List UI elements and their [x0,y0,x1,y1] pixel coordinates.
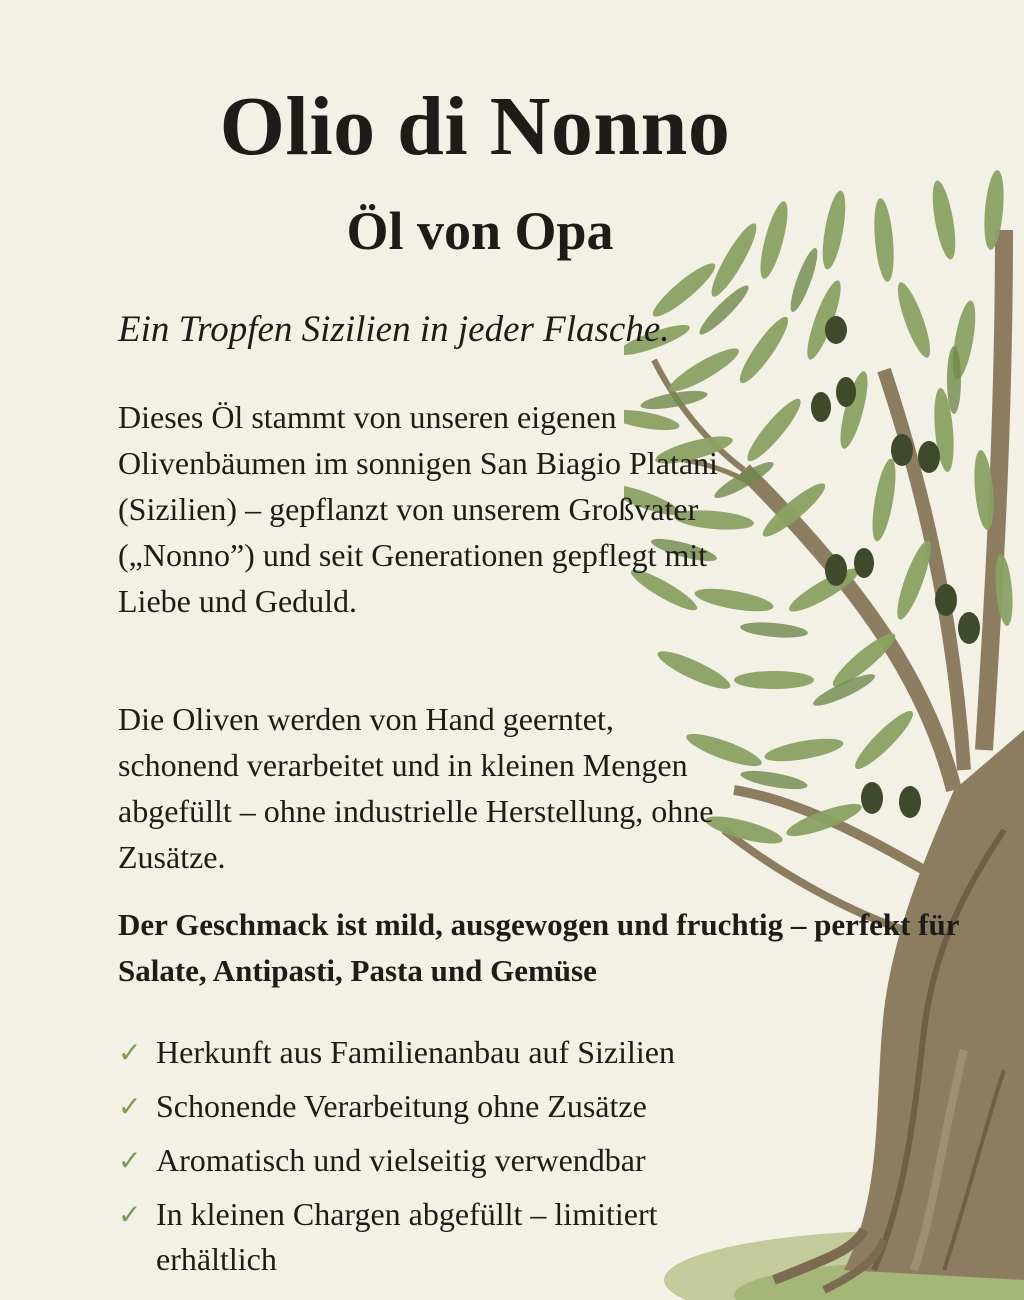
origin-paragraph: Dieses Öl stammt von unseren eigenen Olivenbäumen im sonnigen San Biagio Platani (Sizilien) – gepflanzt von unserem Großvater („Nonno”) und seit Generationen gepflegt mit Liebe und Geduld. [118,399,718,619]
feature-text: Schonende Verarbeitung ohne Zusätze [156,1088,647,1124]
check-icon: ✓ [118,1144,142,1177]
production-paragraph: Die Oliven werden von Hand geerntet, schonend verarbeitet und in kleinen Mengen abgefüllt – ohne industrielle Herstellung, ohne Zusätze. [118,701,714,875]
page-subtitle: Öl von Opa [346,201,614,261]
feature-item [118,1138,716,1183]
page-title: Olio di Nonno [219,80,731,173]
tagline: Ein Tropfen Sizilien in jeder Flasche. [118,309,670,350]
feature-list [118,1030,716,1291]
feature-item [118,1192,716,1282]
check-icon: ✓ [118,1198,142,1231]
feature-item [118,1084,716,1129]
feature-item [118,1030,716,1075]
feature-text: Aromatisch und vielseitig verwendbar [156,1142,646,1178]
check-icon: ✓ [118,1036,142,1069]
taste-paragraph: Der Geschmack ist mild, ausgewogen und fruchtig – perfekt für Salate, Antipasti, Pasta und Gemüse [118,907,959,988]
check-icon: ✓ [118,1090,142,1123]
feature-text: In kleinen Chargen abgefüllt – limitiert erhältlich [156,1196,658,1277]
feature-text: Herkunft aus Familienanbau auf Sizilien [156,1034,675,1070]
